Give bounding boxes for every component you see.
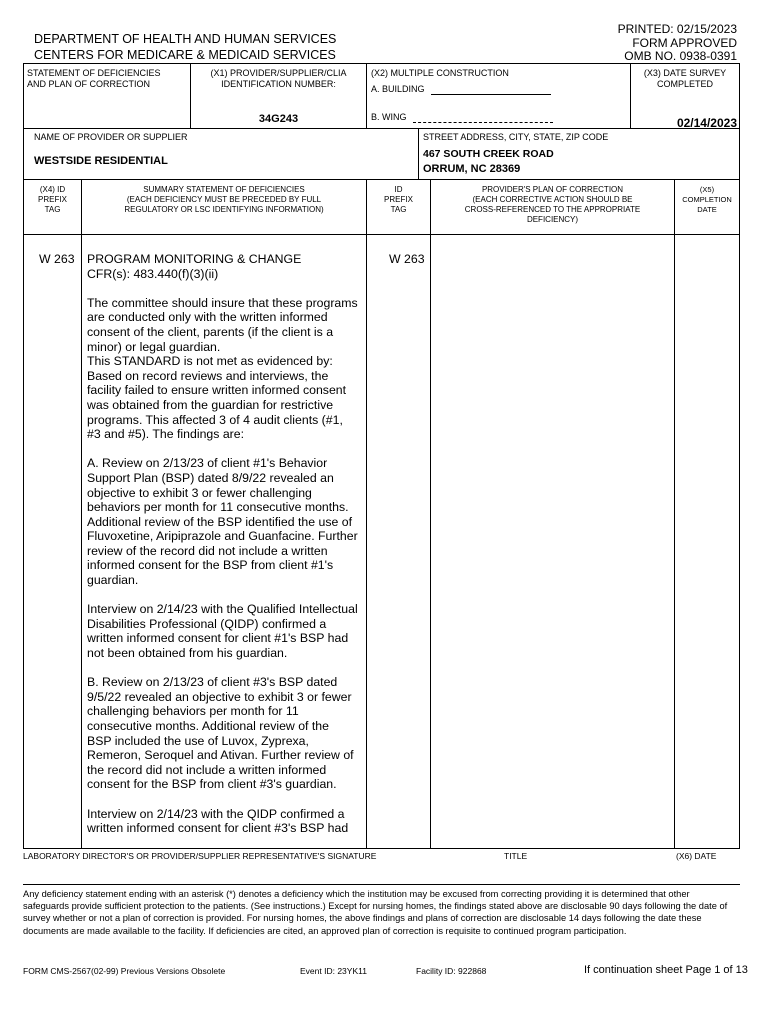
deficiency-paragraph: Interview on 2/14/23 with the Qualified Intellectual Disabilities Professional (QIDP) confirmed a written informed consent for client #1's BSP had not been obtained from his guardian. xyxy=(87,602,358,661)
wing-field xyxy=(371,112,553,123)
deficiency-paragraph: B. Review on 2/13/23 of client #3's BSP dated 9/5/22 revealed an objective to exhibit 3 or fewer challenging behaviors per month for 11 consecutive months. Additional review of the BSP included the use of Luvox, Zyprexa, Remeron, Seroquel and Ativan. Further review of the record did not include a written informed consent for the BSP from client #3's guardian. xyxy=(87,675,354,792)
id-prefix-header: ID PREFIX TAG xyxy=(384,185,413,214)
signature-label: LABORATORY DIRECTOR'S OR PROVIDER/SUPPLIER REPRESENTATIVE'S SIGNATURE xyxy=(23,851,377,861)
multiple-construction-label: (X2) MULTIPLE CONSTRUCTION xyxy=(371,68,509,78)
provider-name-label: NAME OF PROVIDER OR SUPPLIER xyxy=(34,132,188,142)
building-line xyxy=(431,85,551,95)
summary-header: SUMMARY STATEMENT OF DEFICIENCIES (EACH DEFICIENCY MUST BE PRECEDED BY FULL REGULATORY OR LSC IDENTIFYING INFORMATION) xyxy=(124,185,324,214)
disclosure-footnote: Any deficiency statement ending with an asterisk (*) denotes a deficiency which the institution may be excused from correcting providing it is determined that other safeguards provide sufficient protection to the patients. (See instructions.) Except for nursing homes, the findings stated above are disclosable 90 days following the date of survey whether or not a plan of correction is provided. For nursing homes, the above findings and plans of correction are disclosable 14 days following the date these documents are made available to the facility. If deficiencies are cited, an approved plan of correction is requisite to continued program participation. xyxy=(23,889,728,936)
deficiency-paragraph: Interview on 2/14/23 with the QIDP confirmed a written informed consent for client #3's BSP had xyxy=(87,806,349,836)
form-approved-label: FORM APPROVED xyxy=(632,35,737,50)
form-approval-block xyxy=(618,23,737,64)
x4-prefix-header: (X4) ID PREFIX TAG xyxy=(38,185,67,214)
date-label: (X6) DATE xyxy=(676,851,717,861)
department-line-1: DEPARTMENT OF HEALTH AND HUMAN SERVICES xyxy=(34,32,337,46)
form-number: FORM CMS-2567(02-99) Previous Versions Obsolete xyxy=(23,966,226,976)
omb-number: OMB NO. 0938-0391 xyxy=(624,49,737,63)
printed-date: PRINTED: 02/15/2023 xyxy=(617,22,737,36)
x5-completion-header: (X5) COMPLETION DATE xyxy=(682,185,732,214)
provider-id-number: 34G243 xyxy=(258,113,299,125)
deficiency-regulation: CFR(s): 483.440(f)(3)(ii) xyxy=(87,266,219,281)
plan-of-correction-header: PROVIDER'S PLAN OF CORRECTION (EACH CORRECTIVE ACTION SHOULD BE CROSS-REFERENCED TO THE APPROPRIATE DEFICIENCY) xyxy=(464,185,641,224)
id-tag: W 263 xyxy=(389,252,425,266)
deficiency-paragraph: The committee should insure that these programs are conducted only with the written informed consent of the client, parents (if the client is a minor) or legal guardian. This STANDARD is not met as evidenced by: Based on record reviews and interviews, the facility failed to ensure written informed consent was obtained from the guardian for restrictive programs. This affected 3 of 4 audit clients (#1, #3 and #5). The findings are: xyxy=(87,295,358,442)
deficiency-paragraph: A. Review on 2/13/23 of client #1's Behavior Support Plan (BSP) dated 8/9/22 revealed an objective to exhibit 3 or fewer challenging behaviors per month for 11 consecutive months. Additional review of the BSP identified the use of Fluvoxetine, Aripiprazole and Guanfacine. Further review of the record did not include a written informed consent for the BSP from client #1's guardian. xyxy=(87,456,358,588)
x1-label: (X1) PROVIDER/SUPPLIER/CLIA IDENTIFICATION NUMBER: xyxy=(210,68,347,89)
address-line-1: 467 SOUTH CREEK ROAD xyxy=(423,148,554,160)
deficiency-text xyxy=(87,252,369,846)
facility-id: Facility ID: 922868 xyxy=(416,966,487,976)
x3-label: (X3) DATE SURVEY COMPLETED xyxy=(643,68,727,89)
wing-label: B. WING xyxy=(371,112,407,122)
department-line-2: CENTERS FOR MEDICARE & MEDICAID SERVICES xyxy=(34,48,336,62)
department-title xyxy=(34,31,336,63)
prefix-tag: W 263 xyxy=(39,252,75,266)
statement-label: STATEMENT OF DEFICIENCIES AND PLAN OF CORRECTION xyxy=(27,68,161,89)
building-label: A. BUILDING xyxy=(371,84,425,94)
deficiency-title: PROGRAM MONITORING & CHANGE xyxy=(87,252,302,266)
survey-completed-date: 02/14/2023 xyxy=(676,116,737,130)
wing-line xyxy=(413,113,553,123)
address-label: STREET ADDRESS, CITY, STATE, ZIP CODE xyxy=(423,132,609,142)
title-label: TITLE xyxy=(504,851,528,861)
address-line-2: ORRUM, NC 28369 xyxy=(423,163,521,175)
page-number: If continuation sheet Page 1 of 13 xyxy=(584,964,748,976)
building-field xyxy=(371,84,551,95)
provider-name: WESTSIDE RESIDENTIAL xyxy=(34,155,168,167)
event-id: Event ID: 23YK11 xyxy=(300,966,367,976)
